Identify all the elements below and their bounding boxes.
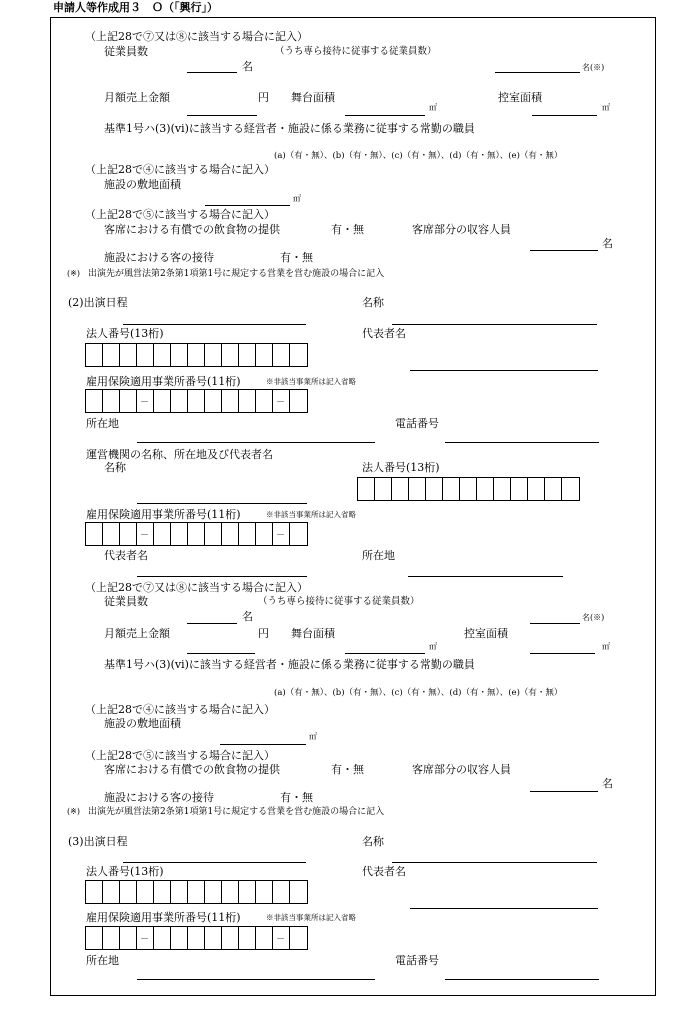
hospitality-label: 施設における客の接待 <box>104 791 214 804</box>
employment-label: 雇用保険適用事業所番号(11桁) <box>86 911 241 924</box>
dash: － <box>140 935 150 945</box>
employees-label: 従業員数 <box>104 595 148 608</box>
note-7-8: （上記28で⑦又は⑧に該当する場合に記入） <box>85 30 308 43</box>
footnote-mark: (※) <box>67 269 80 278</box>
monthly-sales-field[interactable] <box>187 115 257 116</box>
org-corp-number-boxes[interactable] <box>357 477 580 501</box>
org-address-field[interactable] <box>408 576 563 577</box>
dash: － <box>276 531 286 541</box>
name-label: 名称 <box>362 296 384 309</box>
rep-label: 代表者名 <box>362 327 406 340</box>
unit-yen: 円 <box>258 91 269 104</box>
note-4: （上記28で④に該当する場合に記入） <box>85 163 275 176</box>
stage-area-label: 舞台面積 <box>291 91 335 104</box>
monthly-sales-label: 月額売上金額 <box>104 91 170 104</box>
staff-options[interactable]: (a)（有・無）、(b)（有・無）、(c)（有・無）、(d)（有・無）、(e)（有・無） <box>274 151 563 161</box>
address-label: 所在地 <box>86 417 119 430</box>
hospitality-label: 施設における客の接待 <box>104 251 214 264</box>
unit-persons-note: 名(※) <box>582 63 605 72</box>
dash: － <box>140 398 150 408</box>
employees-field[interactable] <box>187 72 237 73</box>
phone-field[interactable] <box>445 442 599 443</box>
waiting-area-field[interactable] <box>532 115 597 116</box>
note-7-8: （上記28で⑦又は⑧に該当する場合に記入） <box>85 581 308 594</box>
unit-m2: ㎡ <box>429 642 437 651</box>
org-rep-field[interactable] <box>137 576 307 577</box>
org-address-label: 所在地 <box>362 549 395 562</box>
waiting-area-field[interactable] <box>530 653 595 654</box>
corp-number-label: 法人番号(13桁) <box>86 327 164 340</box>
schedule-label: (3)出演日程 <box>68 835 128 848</box>
stage-area-field[interactable] <box>345 115 425 116</box>
footnote-text: 出演先が風営法第2条第1項第1号に規定する営業を営む施設の場合に記入 <box>88 269 385 279</box>
unit-m2: ㎡ <box>602 642 610 651</box>
schedule-label: (2)出演日程 <box>68 296 128 309</box>
corp-number-boxes[interactable] <box>85 343 308 367</box>
site-area-field[interactable] <box>220 744 306 745</box>
org-name-label: 名称 <box>104 461 126 474</box>
note-4: （上記28で④に該当する場合に記入） <box>85 703 275 716</box>
rep-label: 代表者名 <box>362 865 406 878</box>
food-label: 客席における有償での飲食物の提供 <box>104 763 280 776</box>
address-label: 所在地 <box>86 954 119 967</box>
waiting-area-label: 控室面積 <box>498 91 542 104</box>
phone-field[interactable] <box>445 979 599 980</box>
stage-area-field[interactable] <box>345 653 425 654</box>
corp-number-boxes[interactable] <box>85 880 308 904</box>
hospitality-yes-no[interactable]: 有・無 <box>280 251 313 264</box>
staff-options[interactable]: (a)（有・無）、(b)（有・無）、(c)（有・無）、(d)（有・無）、(e)（有・無） <box>274 688 563 698</box>
site-area-field[interactable] <box>205 205 290 206</box>
unit-persons: 名 <box>242 610 253 623</box>
unit-persons: 名 <box>242 60 253 73</box>
employees-field[interactable] <box>187 623 237 624</box>
dash: － <box>276 935 286 945</box>
seats-label: 客席部分の収容人員 <box>412 223 511 236</box>
org-employment-label: 雇用保険適用事業所番号(11桁) <box>86 508 241 521</box>
unit-persons-note: 名(※) <box>582 613 605 622</box>
name-label: 名称 <box>362 835 384 848</box>
employees-sub-label: （うち専ら接待に従事する従業員数） <box>258 596 420 607</box>
food-yes-no[interactable]: 有・無 <box>331 763 364 776</box>
name-field[interactable] <box>392 862 597 863</box>
address-field[interactable] <box>137 979 375 980</box>
org-rep-label: 代表者名 <box>104 549 148 562</box>
name-field[interactable] <box>392 324 597 325</box>
note-5: （上記28で⑤に該当する場合に記入） <box>85 208 275 221</box>
unit-m2: ㎡ <box>602 103 610 112</box>
unit-persons: 名 <box>602 777 613 790</box>
seats-field[interactable] <box>530 250 598 251</box>
employment-label: 雇用保険適用事業所番号(11桁) <box>86 375 241 388</box>
employees-label: 従業員数 <box>104 45 148 58</box>
address-field[interactable] <box>137 442 375 443</box>
standard-label: 基準1号ハ(3)(ⅵ)に該当する経営者・施設に係る業務に従事する常勤の職員 <box>104 658 475 671</box>
org-label: 運営機関の名称、所在地及び代表者名 <box>86 448 273 461</box>
stage-area-label: 舞台面積 <box>291 627 335 640</box>
org-employment-number-boxes[interactable] <box>85 522 308 546</box>
site-area-label: 施設の敷地面積 <box>104 717 181 730</box>
waiting-area-label: 控室面積 <box>464 627 508 640</box>
employment-number-boxes[interactable] <box>85 926 308 950</box>
page-title: 申請人等作成用３ Ｏ（「興行」） <box>53 1 218 14</box>
employment-number-boxes[interactable] <box>85 389 308 413</box>
org-corp-label: 法人番号(13桁) <box>362 461 440 474</box>
hospitality-employees-field[interactable] <box>530 623 580 624</box>
phone-label: 電話番号 <box>395 417 439 430</box>
org-employment-note: ※非該当事業所は記入省略 <box>266 510 356 519</box>
hospitality-employees-field[interactable] <box>495 72 580 73</box>
monthly-sales-label: 月額売上金額 <box>104 627 170 640</box>
unit-m2: ㎡ <box>293 194 301 203</box>
org-name-field[interactable] <box>137 503 307 504</box>
corp-number-label: 法人番号(13桁) <box>86 865 164 878</box>
dash: － <box>140 531 150 541</box>
unit-m2: ㎡ <box>429 103 437 112</box>
unit-persons: 名 <box>602 237 613 250</box>
food-yes-no[interactable]: 有・無 <box>331 223 364 236</box>
dash: － <box>276 398 286 408</box>
unit-m2: ㎡ <box>309 732 317 741</box>
hospitality-yes-no[interactable]: 有・無 <box>280 791 313 804</box>
employment-note: ※非該当事業所は記入省略 <box>266 913 356 922</box>
rep-field[interactable] <box>410 908 598 909</box>
schedule-field[interactable] <box>123 324 306 325</box>
schedule-field[interactable] <box>123 862 306 863</box>
unit-yen: 円 <box>258 627 269 640</box>
seats-field[interactable] <box>530 791 598 792</box>
standard-label: 基準1号ハ(3)(ⅵ)に該当する経営者・施設に係る業務に従事する常勤の職員 <box>104 122 475 135</box>
employees-sub-label: （うち専ら接待に従事する従業員数） <box>275 46 437 57</box>
site-area-label: 施設の敷地面積 <box>104 178 181 191</box>
phone-label: 電話番号 <box>395 954 439 967</box>
monthly-sales-field[interactable] <box>187 653 255 654</box>
footnote-mark: (※) <box>67 807 80 816</box>
employment-note: ※非該当事業所は記入省略 <box>266 377 356 386</box>
footnote-text: 出演先が風営法第2条第1項第1号に規定する営業を営む施設の場合に記入 <box>88 807 385 817</box>
seats-label: 客席部分の収容人員 <box>412 763 511 776</box>
rep-field[interactable] <box>410 370 598 371</box>
note-5: （上記28で⑤に該当する場合に記入） <box>85 749 275 762</box>
food-label: 客席における有償での飲食物の提供 <box>104 223 280 236</box>
